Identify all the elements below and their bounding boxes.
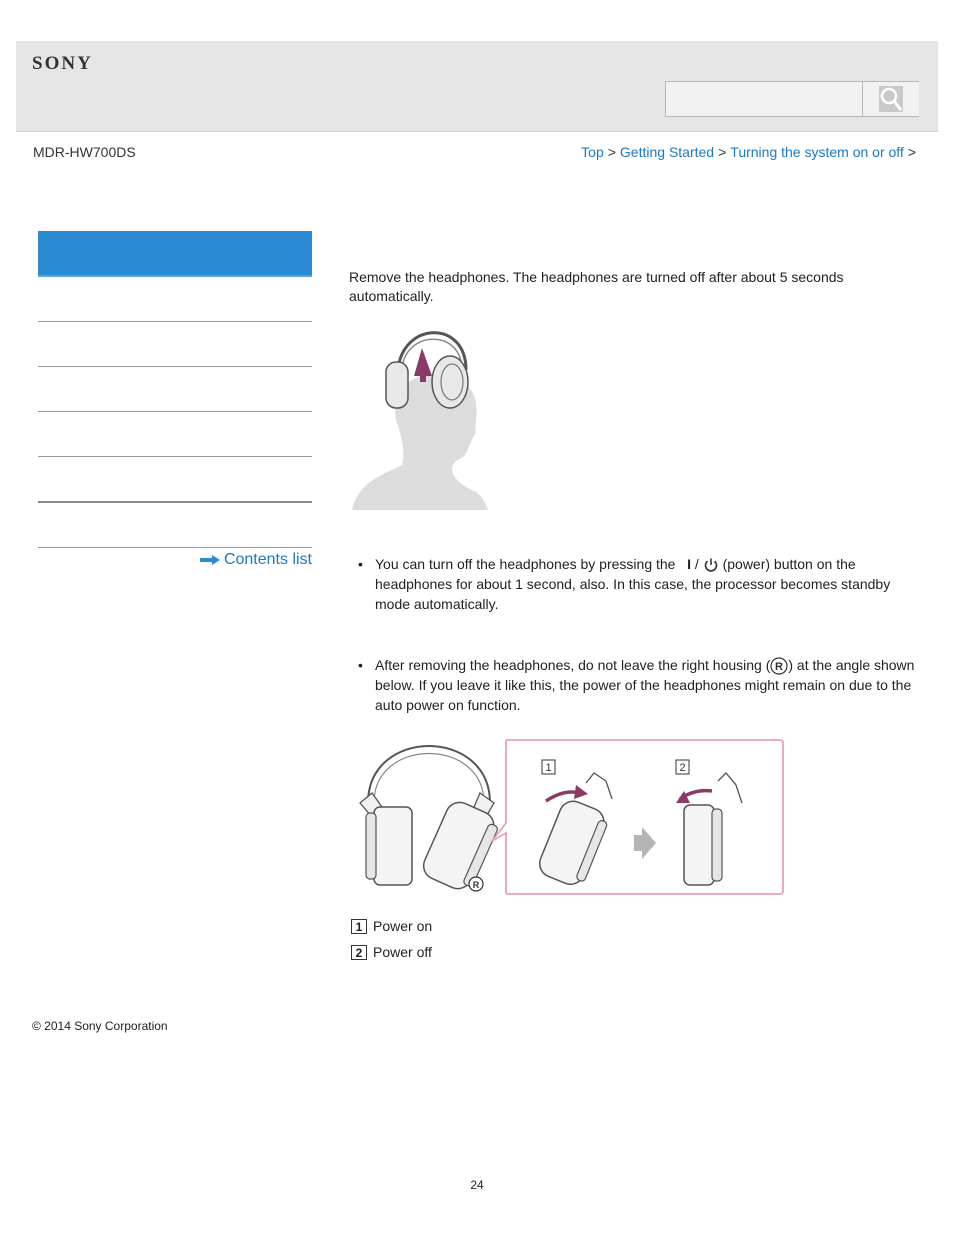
legend-item-power-off xyxy=(351,944,432,960)
hinge-2 xyxy=(718,773,742,803)
breadcrumb-separator: > xyxy=(607,144,616,160)
sidebar-item[interactable] xyxy=(38,457,312,503)
bullet-dot: • xyxy=(358,556,363,572)
breadcrumb-top[interactable]: Top xyxy=(581,144,604,160)
legend-number-2: 2 xyxy=(351,945,367,960)
contents-list-link[interactable] xyxy=(200,551,312,569)
right-mark-letter: R xyxy=(775,661,784,674)
breadcrumb-separator: > xyxy=(718,144,727,160)
sidebar-header xyxy=(38,231,312,277)
sidebar-item[interactable] xyxy=(38,412,312,457)
left-earcup xyxy=(386,362,408,408)
arrow-right-icon xyxy=(200,555,220,565)
sidebar xyxy=(38,231,312,568)
slash: / xyxy=(694,556,699,572)
earcup-step-2-side xyxy=(712,809,722,881)
headband xyxy=(368,746,490,803)
page-number: 24 xyxy=(470,1178,484,1192)
legend-label-power-on: Power on xyxy=(373,918,433,934)
breadcrumb-getting-started[interactable]: Getting Started xyxy=(619,144,715,160)
callout-frame xyxy=(492,740,783,894)
search-box xyxy=(665,81,919,117)
search-icon xyxy=(879,86,903,112)
step-2-label: 2 xyxy=(679,762,686,774)
power-icon xyxy=(703,557,719,573)
bullet-dot: • xyxy=(358,657,363,673)
legend-item-power-on xyxy=(351,918,432,934)
note-text-before: You can turn off the headphones by pressing the xyxy=(375,556,676,572)
legend-number-1: 1 xyxy=(351,919,367,934)
breadcrumb xyxy=(581,144,920,160)
remove-headphones-illustration xyxy=(350,320,490,512)
left-earcup xyxy=(374,807,412,885)
earcup-step-2 xyxy=(684,805,714,885)
copyright: © 2014 Sony Corporation xyxy=(32,1019,168,1033)
search-input[interactable] xyxy=(666,82,862,116)
next-arrow-icon xyxy=(634,827,656,859)
note-text-before: After removing the headphones, do not leave the right housing ( xyxy=(375,657,771,673)
legend-label-power-off: Power off xyxy=(373,944,432,960)
left-earcup-side xyxy=(366,813,376,879)
breadcrumb-turning-system[interactable]: Turning the system on or off xyxy=(730,144,904,160)
sony-logo[interactable]: SONY xyxy=(32,53,93,74)
sidebar-item[interactable] xyxy=(38,367,312,412)
right-mark-letter: R xyxy=(472,880,480,890)
headband-inner xyxy=(374,754,484,804)
right-mark-icon xyxy=(770,657,788,675)
rotate-arrowhead-1 xyxy=(574,785,588,799)
housing-angle-illustration xyxy=(350,733,786,895)
head-silhouette xyxy=(352,374,488,510)
hinge-1 xyxy=(586,773,612,799)
power-mark: I xyxy=(687,556,692,572)
sidebar-item[interactable] xyxy=(38,503,312,548)
contents-list-label: Contents list xyxy=(223,551,312,568)
note-text-after: (power) button on the headphones for about 1 second, also. In this case, the processor becomes standby mode automatically. xyxy=(375,556,891,612)
site-header xyxy=(16,41,938,132)
intro-text: Remove the headphones. The headphones are turned off after about 5 seconds automatically. xyxy=(349,269,844,304)
model-name: MDR-HW700DS xyxy=(33,144,136,160)
note-text xyxy=(375,655,915,715)
search-button[interactable] xyxy=(862,82,919,116)
sidebar-item[interactable] xyxy=(38,322,312,367)
note-text xyxy=(375,554,915,614)
note-text-after: ) at the angle shown below. If you leave it like this, the power of the headphones might remain on due to the auto power on function. xyxy=(375,657,915,714)
step-1-label: 1 xyxy=(545,762,552,774)
breadcrumb-separator: > xyxy=(907,144,916,160)
sidebar-item[interactable] xyxy=(38,277,312,322)
